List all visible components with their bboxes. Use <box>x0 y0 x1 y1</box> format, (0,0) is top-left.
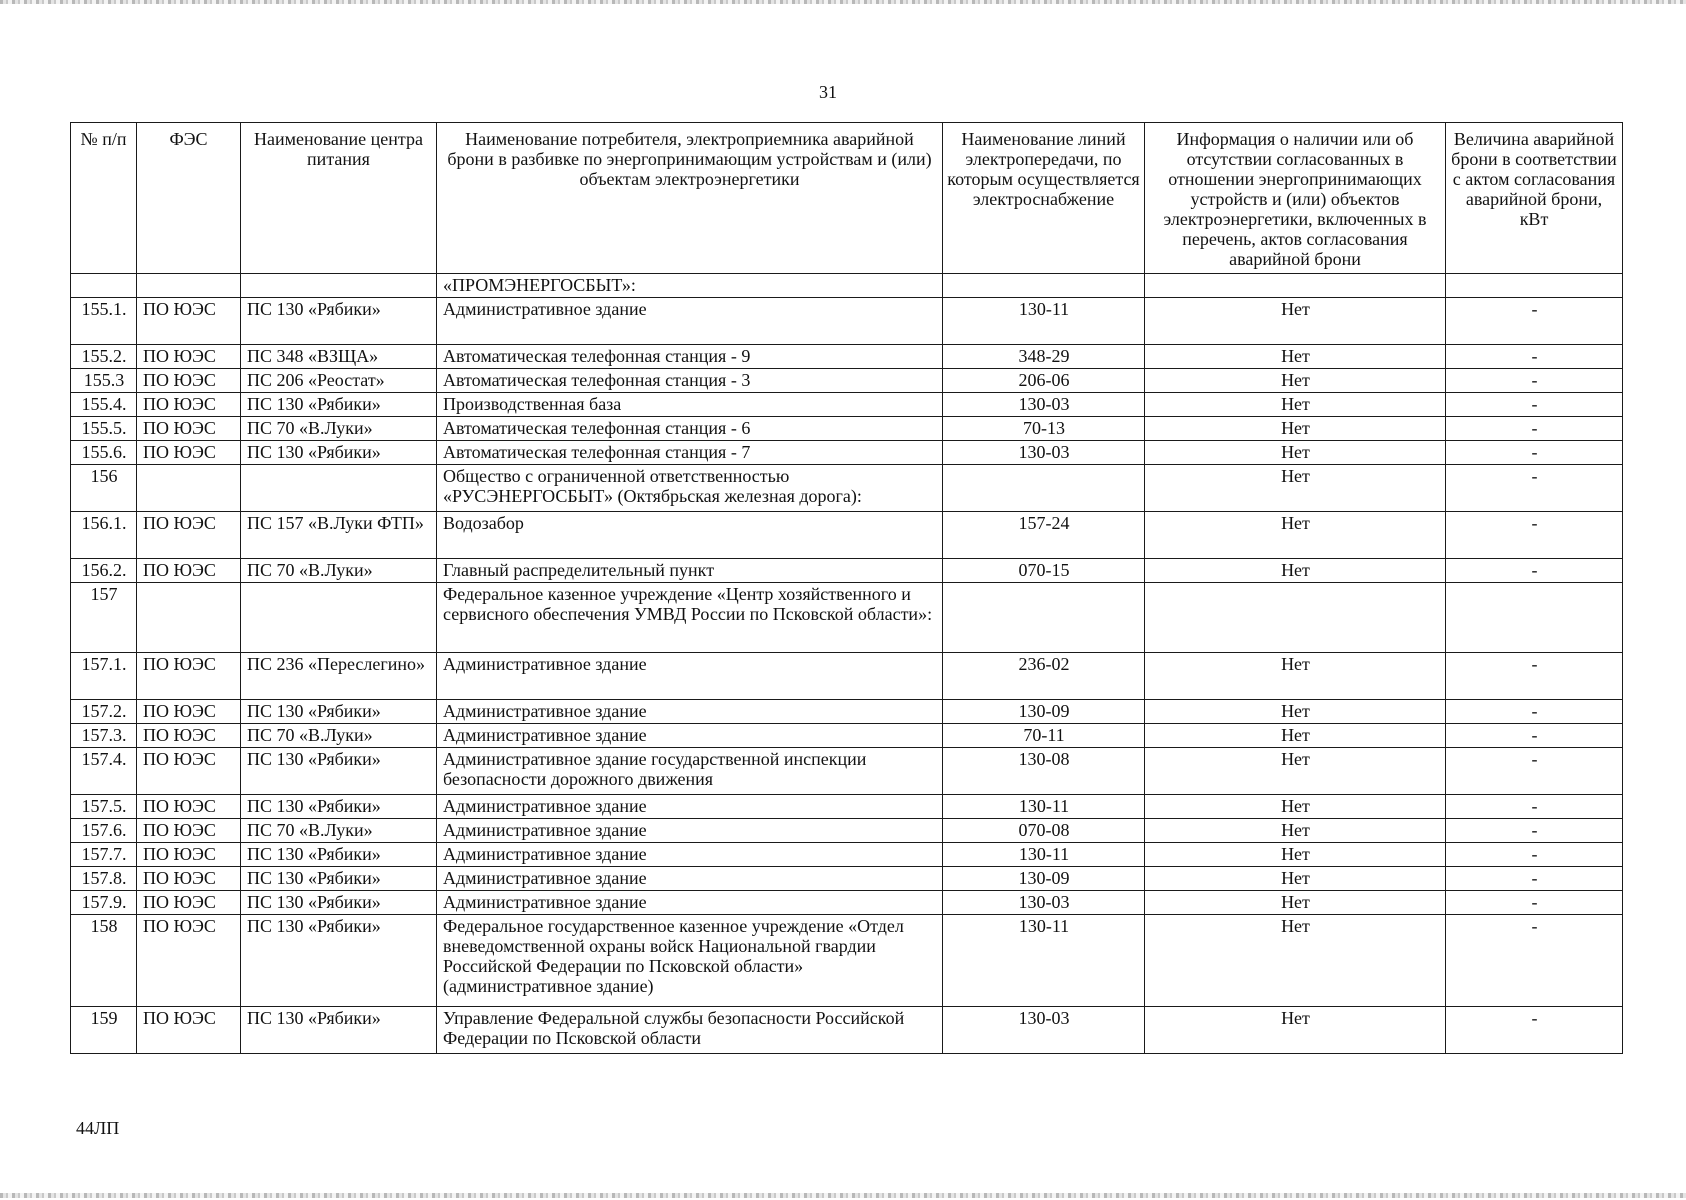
cell-info: Нет <box>1145 795 1446 819</box>
cell-info: Нет <box>1145 915 1446 1007</box>
cell-fes: ПО ЮЭС <box>137 1007 241 1054</box>
cell-fes: ПО ЮЭС <box>137 441 241 465</box>
cell-num: 157.8. <box>71 867 137 891</box>
cell-num: 156.1. <box>71 512 137 559</box>
table-row <box>71 393 1623 417</box>
table-row <box>71 345 1623 369</box>
cell-num: 157.5. <box>71 795 137 819</box>
cell-lines: 70-13 <box>943 417 1145 441</box>
emergency-reserve-table <box>70 122 1623 1054</box>
cell-value: - <box>1446 819 1623 843</box>
cell-fes: ПО ЮЭС <box>137 417 241 441</box>
table-row <box>71 843 1623 867</box>
scan-edge-top <box>0 0 1686 4</box>
cell-lines: 206-06 <box>943 369 1145 393</box>
scan-edge-bottom <box>0 1193 1686 1198</box>
cell-lines: 130-03 <box>943 393 1145 417</box>
cell-info <box>1145 583 1446 653</box>
cell-power-center <box>241 465 437 512</box>
cell-value: - <box>1446 843 1623 867</box>
cell-power-center <box>241 274 437 298</box>
cell-lines: 070-08 <box>943 819 1145 843</box>
cell-value: - <box>1446 559 1623 583</box>
cell-fes <box>137 583 241 653</box>
cell-lines <box>943 583 1145 653</box>
cell-num: 156.2. <box>71 559 137 583</box>
cell-power-center: ПС 157 «В.Луки ФТП» <box>241 512 437 559</box>
cell-info: Нет <box>1145 700 1446 724</box>
cell-consumer: Административное здание <box>437 700 943 724</box>
table-row <box>71 465 1623 512</box>
cell-lines: 348-29 <box>943 345 1145 369</box>
cell-info: Нет <box>1145 819 1446 843</box>
cell-info <box>1145 274 1446 298</box>
cell-info: Нет <box>1145 465 1446 512</box>
table-row <box>71 369 1623 393</box>
cell-info: Нет <box>1145 843 1446 867</box>
cell-num: 155.1. <box>71 298 137 345</box>
table-body <box>71 274 1623 1054</box>
cell-consumer: Административное здание <box>437 843 943 867</box>
cell-power-center: ПС 130 «Рябики» <box>241 298 437 345</box>
cell-info: Нет <box>1145 512 1446 559</box>
cell-lines: 130-11 <box>943 843 1145 867</box>
cell-power-center: ПС 130 «Рябики» <box>241 843 437 867</box>
table-row <box>71 891 1623 915</box>
cell-fes: ПО ЮЭС <box>137 819 241 843</box>
cell-num: 157.3. <box>71 724 137 748</box>
cell-value: - <box>1446 915 1623 1007</box>
cell-consumer: Административное здание <box>437 819 943 843</box>
cell-lines: 130-11 <box>943 795 1145 819</box>
cell-consumer: Автоматическая телефонная станция - 3 <box>437 369 943 393</box>
cell-consumer: Водозабор <box>437 512 943 559</box>
cell-num: 155.2. <box>71 345 137 369</box>
cell-power-center: ПС 206 «Реостат» <box>241 369 437 393</box>
cell-num: 157.4. <box>71 748 137 795</box>
cell-fes <box>137 465 241 512</box>
cell-fes: ПО ЮЭС <box>137 724 241 748</box>
page-number: 31 <box>819 82 837 102</box>
cell-num: 155.5. <box>71 417 137 441</box>
cell-num: 159 <box>71 1007 137 1054</box>
cell-fes: ПО ЮЭС <box>137 369 241 393</box>
cell-info: Нет <box>1145 653 1446 700</box>
cell-power-center: ПС 130 «Рябики» <box>241 1007 437 1054</box>
cell-fes: ПО ЮЭС <box>137 795 241 819</box>
cell-consumer: «ПРОМЭНЕРГОСБЫТ»: <box>437 274 943 298</box>
cell-fes: ПО ЮЭС <box>137 298 241 345</box>
cell-consumer: Общество с ограниченной ответственностью «РУСЭНЕРГОСБЫТ» (Октябрьская железная дорога): <box>437 465 943 512</box>
cell-fes: ПО ЮЭС <box>137 843 241 867</box>
cell-info: Нет <box>1145 441 1446 465</box>
cell-info: Нет <box>1145 298 1446 345</box>
cell-lines <box>943 274 1145 298</box>
cell-info: Нет <box>1145 748 1446 795</box>
cell-info: Нет <box>1145 369 1446 393</box>
cell-num <box>71 274 137 298</box>
header-value: Величина аварийной брони в соответствии с актом согласования аварийной брони, кВт <box>1446 123 1623 274</box>
cell-info: Нет <box>1145 891 1446 915</box>
cell-value <box>1446 583 1623 653</box>
table-header-row <box>71 123 1623 274</box>
cell-lines: 130-09 <box>943 867 1145 891</box>
cell-num: 157.9. <box>71 891 137 915</box>
cell-value: - <box>1446 748 1623 795</box>
cell-consumer: Главный распределительный пункт <box>437 559 943 583</box>
cell-power-center: ПС 70 «В.Луки» <box>241 559 437 583</box>
cell-value: - <box>1446 512 1623 559</box>
cell-info: Нет <box>1145 724 1446 748</box>
cell-value: - <box>1446 441 1623 465</box>
cell-power-center: ПС 130 «Рябики» <box>241 441 437 465</box>
cell-consumer: Автоматическая телефонная станция - 6 <box>437 417 943 441</box>
cell-power-center: ПС 70 «В.Луки» <box>241 724 437 748</box>
cell-consumer: Автоматическая телефонная станция - 7 <box>437 441 943 465</box>
cell-num: 156 <box>71 465 137 512</box>
table-row <box>71 915 1623 1007</box>
header-power-center: Наименование центра питания <box>241 123 437 274</box>
cell-value: - <box>1446 795 1623 819</box>
cell-num: 155.4. <box>71 393 137 417</box>
cell-fes: ПО ЮЭС <box>137 748 241 795</box>
cell-fes: ПО ЮЭС <box>137 891 241 915</box>
table-row <box>71 1007 1623 1054</box>
cell-value: - <box>1446 867 1623 891</box>
cell-fes: ПО ЮЭС <box>137 915 241 1007</box>
table-row <box>71 724 1623 748</box>
cell-lines: 130-11 <box>943 298 1145 345</box>
table-row <box>71 441 1623 465</box>
cell-value: - <box>1446 700 1623 724</box>
cell-fes: ПО ЮЭС <box>137 345 241 369</box>
cell-lines: 130-03 <box>943 891 1145 915</box>
cell-value: - <box>1446 724 1623 748</box>
table-row <box>71 748 1623 795</box>
cell-consumer: Автоматическая телефонная станция - 9 <box>437 345 943 369</box>
cell-power-center: ПС 348 «ВЗЩА» <box>241 345 437 369</box>
cell-power-center: ПС 236 «Переслегино» <box>241 653 437 700</box>
cell-num: 158 <box>71 915 137 1007</box>
cell-lines: 70-11 <box>943 724 1145 748</box>
cell-num: 157.6. <box>71 819 137 843</box>
table-row <box>71 795 1623 819</box>
cell-consumer: Административное здание <box>437 891 943 915</box>
header-num: № п/п <box>71 123 137 274</box>
cell-fes <box>137 274 241 298</box>
cell-value: - <box>1446 1007 1623 1054</box>
cell-fes: ПО ЮЭС <box>137 867 241 891</box>
cell-lines: 130-11 <box>943 915 1145 1007</box>
cell-consumer: Административное здание <box>437 795 943 819</box>
cell-value: - <box>1446 891 1623 915</box>
table-row <box>71 700 1623 724</box>
cell-consumer: Административное здание <box>437 653 943 700</box>
cell-power-center: ПС 130 «Рябики» <box>241 393 437 417</box>
table-row <box>71 512 1623 559</box>
cell-power-center: ПС 130 «Рябики» <box>241 891 437 915</box>
cell-info: Нет <box>1145 417 1446 441</box>
cell-value <box>1446 274 1623 298</box>
cell-lines: 236-02 <box>943 653 1145 700</box>
cell-power-center <box>241 583 437 653</box>
cell-fes: ПО ЮЭС <box>137 393 241 417</box>
cell-num: 155.6. <box>71 441 137 465</box>
cell-lines: 157-24 <box>943 512 1145 559</box>
table-row <box>71 819 1623 843</box>
cell-value: - <box>1446 653 1623 700</box>
cell-fes: ПО ЮЭС <box>137 512 241 559</box>
cell-consumer: Административное здание <box>437 298 943 345</box>
cell-value: - <box>1446 465 1623 512</box>
cell-fes: ПО ЮЭС <box>137 653 241 700</box>
cell-value: - <box>1446 345 1623 369</box>
cell-power-center: ПС 130 «Рябики» <box>241 700 437 724</box>
cell-num: 157.7. <box>71 843 137 867</box>
footer-code: 44ЛП <box>76 1118 120 1138</box>
header-fes: ФЭС <box>137 123 241 274</box>
cell-info: Нет <box>1145 867 1446 891</box>
table-row <box>71 274 1623 298</box>
cell-value: - <box>1446 417 1623 441</box>
cell-consumer: Управление Федеральной службы безопасности Российской Федерации по Псковской области <box>437 1007 943 1054</box>
table-row <box>71 559 1623 583</box>
cell-info: Нет <box>1145 345 1446 369</box>
cell-num: 157.2. <box>71 700 137 724</box>
table-row <box>71 417 1623 441</box>
cell-lines <box>943 465 1145 512</box>
header-lines: Наименование линий электропередачи, по которым осуществляется электроснабжение <box>943 123 1145 274</box>
cell-lines: 130-03 <box>943 441 1145 465</box>
cell-lines: 130-03 <box>943 1007 1145 1054</box>
cell-fes: ПО ЮЭС <box>137 559 241 583</box>
table-row <box>71 583 1623 653</box>
cell-num: 157 <box>71 583 137 653</box>
cell-consumer: Федеральное казенное учреждение «Центр хозяйственного и сервисного обеспечения УМВД России по Псковской области»: <box>437 583 943 653</box>
cell-info: Нет <box>1145 1007 1446 1054</box>
table-row <box>71 298 1623 345</box>
cell-lines: 130-09 <box>943 700 1145 724</box>
cell-fes: ПО ЮЭС <box>137 700 241 724</box>
cell-num: 157.1. <box>71 653 137 700</box>
cell-consumer: Административное здание <box>437 867 943 891</box>
header-consumer: Наименование потребителя, электроприемника аварийной брони в разбивке по энергопринимающим устройствам и (или) объектам электроэнергетики <box>437 123 943 274</box>
cell-value: - <box>1446 393 1623 417</box>
cell-power-center: ПС 130 «Рябики» <box>241 795 437 819</box>
cell-consumer: Федеральное государственное казенное учреждение «Отдел вневедомственной охраны войск Национальной гвардии Российской Федерации по Псковской области» (административное здание) <box>437 915 943 1007</box>
cell-lines: 130-08 <box>943 748 1145 795</box>
cell-power-center: ПС 70 «В.Луки» <box>241 819 437 843</box>
header-info: Информация о наличии или об отсутствии согласованных в отношении энергопринимающих устройств и (или) объектов электроэнергетики, включенных в перечень, актов согласования аварийной брони <box>1145 123 1446 274</box>
cell-num: 155.3 <box>71 369 137 393</box>
cell-value: - <box>1446 369 1623 393</box>
cell-consumer: Административное здание государственной инспекции безопасности дорожного движения <box>437 748 943 795</box>
table-row <box>71 867 1623 891</box>
cell-info: Нет <box>1145 559 1446 583</box>
cell-lines: 070-15 <box>943 559 1145 583</box>
cell-consumer: Производственная база <box>437 393 943 417</box>
cell-power-center: ПС 130 «Рябики» <box>241 915 437 1007</box>
cell-power-center: ПС 130 «Рябики» <box>241 867 437 891</box>
cell-info: Нет <box>1145 393 1446 417</box>
cell-power-center: ПС 70 «В.Луки» <box>241 417 437 441</box>
table-row <box>71 653 1623 700</box>
cell-value: - <box>1446 298 1623 345</box>
cell-consumer: Административное здание <box>437 724 943 748</box>
cell-power-center: ПС 130 «Рябики» <box>241 748 437 795</box>
